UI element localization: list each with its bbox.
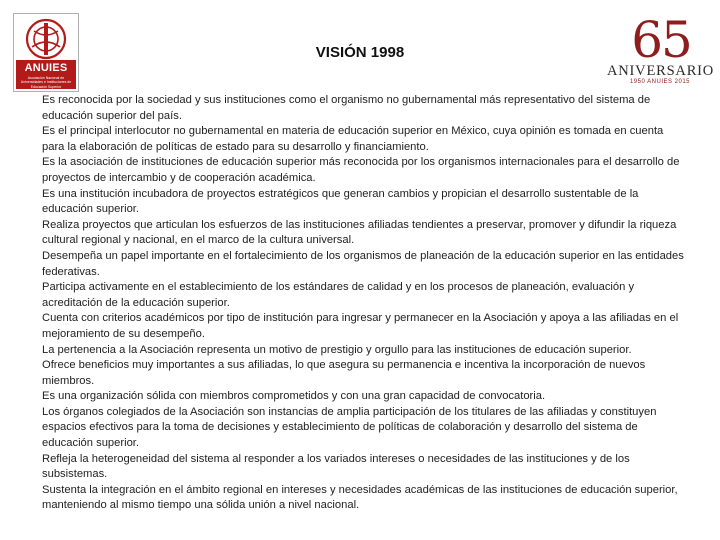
vision-paragraph: Realiza proyectos que articulan los esfuerzos de las instituciones afiliadas tendientes a preservar, promover y difundir la riqueza cultural regional y nacional, en el marco de la cultura universal.: [42, 218, 677, 247]
vision-paragraph: Participa activamente en el establecimiento de los estándares de calidad y en los procesos de planeación, evaluación y acreditación de la educación superior.: [42, 281, 635, 309]
anniversary-years: 1950 ANUIES 2015: [629, 79, 691, 85]
vision-paragraph: Es reconocida por la sociedad y sus instituciones como el organismo no gubernamental más representativo del sistema de educación superior del país.: [42, 94, 651, 122]
vision-paragraph: Refleja la heterogeneidad del sistema al responder a los variados intereses o necesidades de las instituciones y de los subsistemas.: [42, 452, 630, 481]
vision-paragraph: Los órganos colegiados de la Asociación son instancias de amplia participación de los titulares de las afiliadas y constituyen espacios efectivos para la toma de decisiones y establecimiento de políticas de colaboración y desarrollo del sistema de educación superior.: [42, 405, 657, 450]
vision-paragraph: Sustenta la integración en el ámbito regional en intereses y necesidades académicas de las instituciones de educación superior, manteniendo al mismo tiempo una sólida unión a nivel nacional.: [42, 483, 678, 512]
vision-paragraph: Cuenta con criterios académicos por tipo de institución para ingresar y permanecer en la Asociación y apoya a las afiliadas en el mejoramiento de su desempeño.: [42, 312, 679, 340]
vision-paragraph: Desempeña un papel importante en el fortalecimiento de los organismos de planeación de la educación superior en las entidades federativas.: [42, 249, 684, 278]
vision-body: [42, 93, 687, 514]
vision-paragraph: Es una organización sólida con miembros comprometidos y con una gran capacidad de convocatoria.: [42, 390, 546, 403]
page-title: VISIÓN 1998: [315, 44, 405, 61]
vision-paragraph: La pertenencia a la Asociación representa un motivo de prestigio y orgullo para las instituciones de educación superior.: [42, 343, 632, 356]
vision-paragraph: Es una institución incubadora de proyectos estratégicos que generan cambios y propician el desarrollo sustentable de la educación superior.: [42, 187, 639, 216]
anuies-tagline: Asociación Nacional de Universidades e Instituciones de Educación Superior: [20, 76, 72, 89]
anniversary-number: 65: [631, 11, 691, 69]
anuies-name: ANUIES: [24, 62, 68, 74]
anuies-band: [16, 60, 76, 89]
vision-paragraph: Ofrece beneficios muy importantes a sus afiliadas, lo que asegura su permanencia e incentiva la incorporación de nuevos miembros.: [42, 359, 646, 387]
vision-paragraph: Es la asociación de instituciones de educación superior más reconocida por los organismos internacionales para el desarrollo de proyectos de intercambio y de cooperación académica.: [42, 156, 680, 184]
anniversary-word: ANIVERSARIO: [607, 63, 715, 79]
vision-paragraph: Es el principal interlocutor no gubernamental en materia de educación superior en México, cuya opinión es tomada en cuenta para la elaboración de políticas de estado para su desarrollo y financiamiento.: [42, 125, 664, 153]
